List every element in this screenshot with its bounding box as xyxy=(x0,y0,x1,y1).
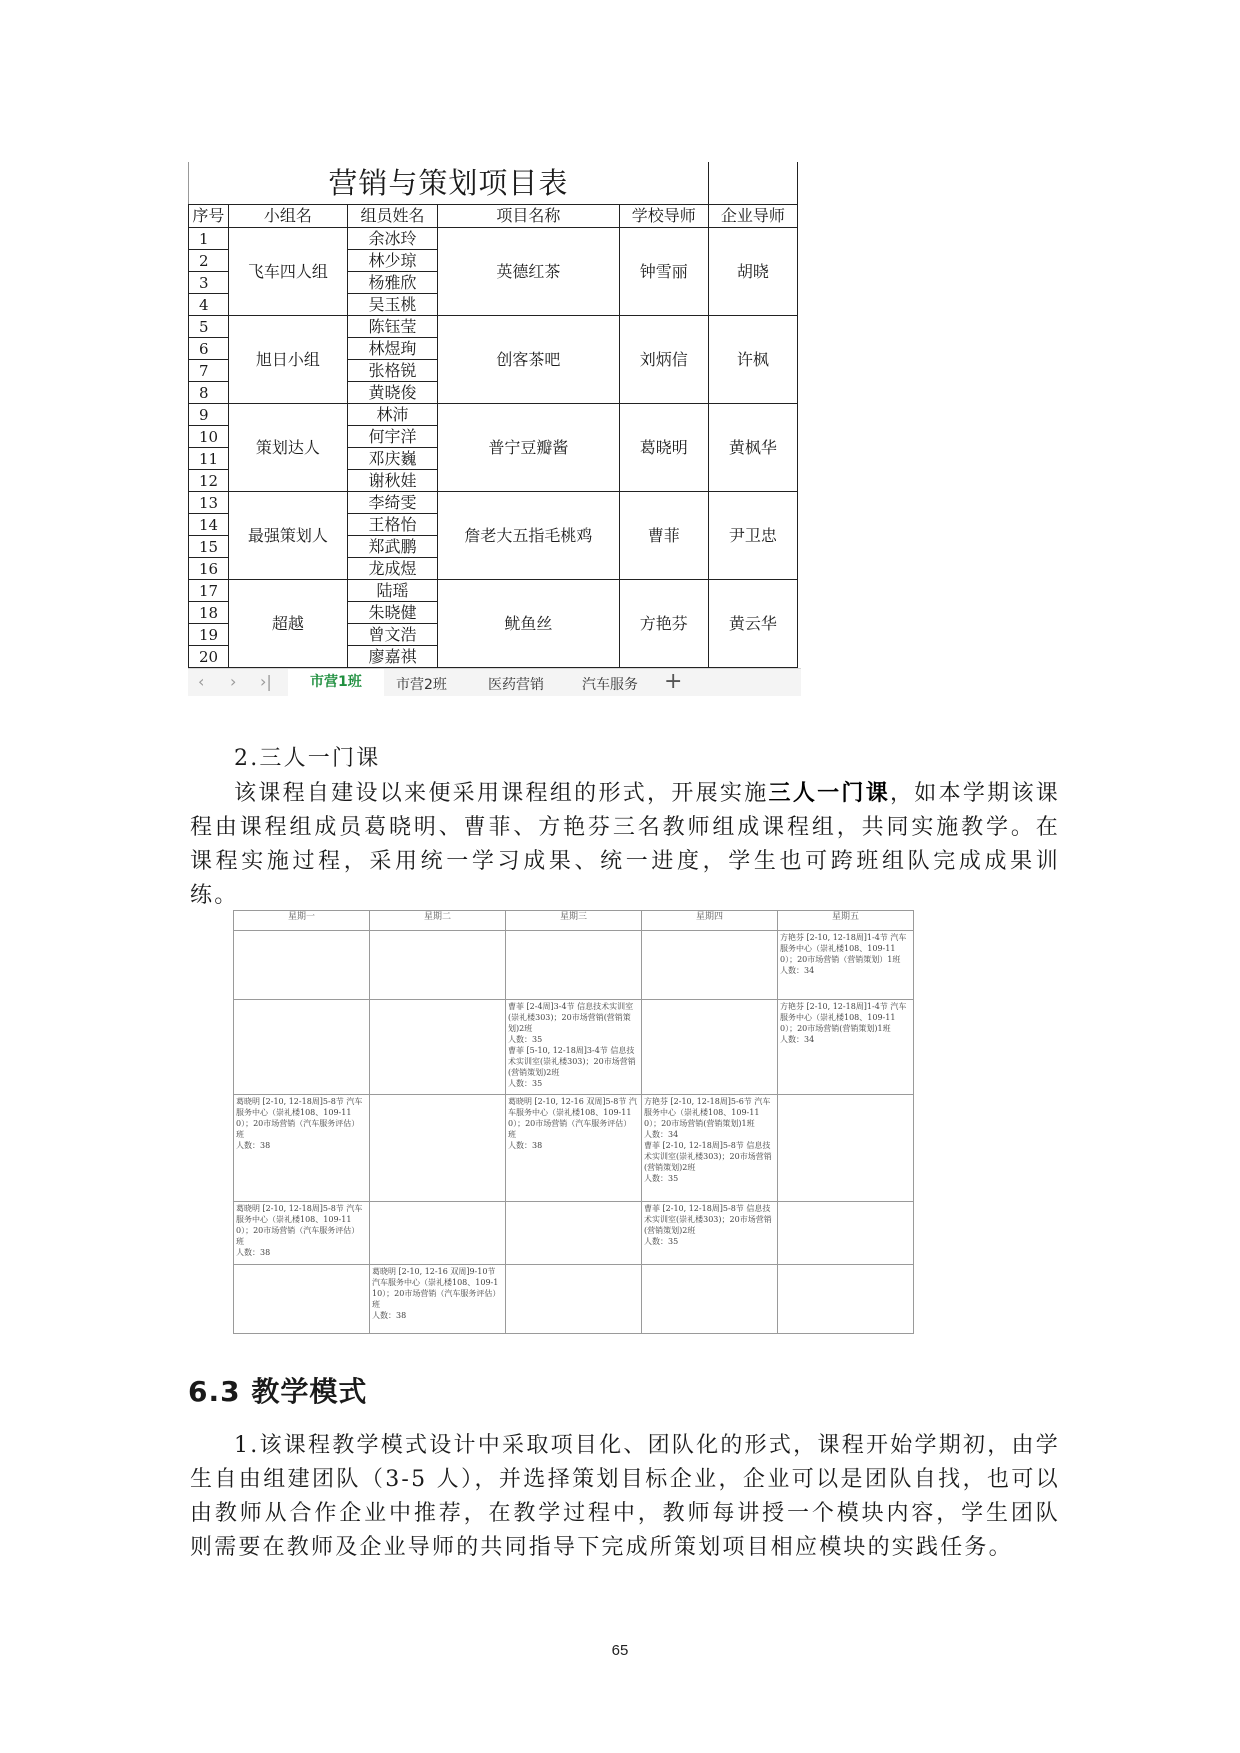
timetable-table xyxy=(233,910,914,1334)
group-name[interactable]: 最强策划人 xyxy=(228,492,347,580)
member-name[interactable]: 谢秋娃 xyxy=(347,470,437,492)
next-sheet-icon[interactable]: › xyxy=(230,672,237,691)
timetable-cell[interactable] xyxy=(506,1202,642,1265)
company-mentor[interactable]: 胡晓 xyxy=(708,228,797,316)
member-name[interactable]: 林少琼 xyxy=(347,250,437,272)
timetable-cell[interactable] xyxy=(778,1265,914,1334)
timetable-cell[interactable] xyxy=(234,1265,370,1334)
timetable-cell[interactable] xyxy=(370,1095,506,1202)
row-number[interactable]: 19 xyxy=(189,624,229,646)
add-sheet-icon[interactable]: + xyxy=(664,669,683,694)
member-name[interactable]: 陈钰莹 xyxy=(347,316,437,338)
member-name[interactable]: 吴玉桃 xyxy=(347,294,437,316)
bold-phrase: 三人一门课 xyxy=(768,780,891,806)
member-name[interactable]: 陆瑶 xyxy=(347,580,437,602)
row-number[interactable]: 15 xyxy=(189,536,229,558)
sheet-tab-4[interactable]: 汽车服务 xyxy=(582,677,638,693)
member-name[interactable]: 余冰玲 xyxy=(347,228,437,250)
timetable-cell[interactable]: 方艳芬 [2-10, 12-18周]1-4节 汽车服务中心（崇礼楼108、109-110）；20市场营销(营销策划)1班 人数：34 xyxy=(778,1000,914,1095)
timetable-cell[interactable] xyxy=(642,1000,778,1095)
member-name[interactable]: 张格锐 xyxy=(347,360,437,382)
timetable-cell[interactable] xyxy=(234,931,370,1000)
timetable-cell[interactable]: 曹菲 [2-10, 12-18周]5-8节 信息技术实训室(崇礼楼303)；20市场营销(营销策划)2班 人数：35 xyxy=(642,1202,778,1265)
section-heading-6-3: 6.3 教学模式 xyxy=(188,1375,368,1408)
member-name[interactable]: 王格怡 xyxy=(347,514,437,536)
day-header: 星期二 xyxy=(370,911,506,931)
member-name[interactable]: 李绮雯 xyxy=(347,492,437,514)
timetable-cell[interactable] xyxy=(506,1265,642,1334)
timetable-cell[interactable] xyxy=(370,1000,506,1095)
day-header: 星期一 xyxy=(234,911,370,931)
timetable-cell[interactable]: 方艳芬 [2-10, 12-18周]5-6节 汽车服务中心（崇礼楼108、109-110）；20市场营销(营销策划)1班 人数：34 曹菲 [2-10, 12-18周]5-8节 信息技术实训室(崇礼楼303)；20市场营销(营销策划)2班 人数：35 xyxy=(642,1095,778,1202)
member-name[interactable]: 龙成煜 xyxy=(347,558,437,580)
row-number[interactable]: 9 xyxy=(189,404,229,426)
row-number[interactable]: 7 xyxy=(189,360,229,382)
timetable-cell[interactable] xyxy=(778,1095,914,1202)
timetable-cell[interactable] xyxy=(370,931,506,1000)
row-number[interactable]: 4 xyxy=(189,294,229,316)
timetable-row xyxy=(234,931,914,1000)
row-number[interactable]: 2 xyxy=(189,250,229,272)
sheet-tab-2[interactable]: 市营2班 xyxy=(396,677,447,693)
company-mentor[interactable]: 尹卫忠 xyxy=(708,492,797,580)
row-number[interactable]: 6 xyxy=(189,338,229,360)
prev-sheet-icon[interactable]: ‹ xyxy=(198,672,205,691)
group-name[interactable]: 超越 xyxy=(228,580,347,668)
member-name[interactable]: 朱晓健 xyxy=(347,602,437,624)
row-number[interactable]: 20 xyxy=(189,646,229,668)
member-name[interactable]: 廖嘉祺 xyxy=(347,646,437,668)
timetable-cell[interactable] xyxy=(506,931,642,1000)
section-2-paragraph: 该课程自建设以来便采用课程组的形式，开展实施三人一门课，如本学期该课程由课程组成员葛晓明、曹菲、方艳芬三名教师组成课程组，共同实施教学。在课程实施过程，采用统一学习成果、统一进度，学生也可跨班组队完成成果训练。 xyxy=(190,780,1060,908)
day-header: 星期五 xyxy=(778,911,914,931)
timetable-cell[interactable]: 葛晓明 [2-10, 12-16 双周]5-8节 汽车服务中心（崇礼楼108、109-110）；20市场营销（汽车服务评估）班 人数：38 xyxy=(506,1095,642,1202)
column-header: 学校导师 xyxy=(619,205,708,228)
table-row xyxy=(189,580,798,602)
timetable-row xyxy=(234,1265,914,1334)
timetable-cell[interactable]: 葛晓明 [2-10, 12-18周]5-8节 汽车服务中心（崇礼楼108、109-110）；20市场营销（汽车服务评估）班 人数：38 xyxy=(234,1202,370,1265)
project-name[interactable]: 鱿鱼丝 xyxy=(438,580,620,668)
school-mentor[interactable]: 钟雪丽 xyxy=(619,228,708,316)
member-name[interactable]: 林沛 xyxy=(347,404,437,426)
member-name[interactable]: 杨雅欣 xyxy=(347,272,437,294)
member-name[interactable]: 黄晓俊 xyxy=(347,382,437,404)
timetable-cell[interactable]: 方艳芬 [2-10, 12-18周]1-4节 汽车服务中心（崇礼楼108、109-110）；20市场营销（营销策划）1班 人数：34 xyxy=(778,931,914,1000)
school-mentor[interactable]: 刘炳信 xyxy=(619,316,708,404)
column-header: 企业导师 xyxy=(708,205,797,228)
table-row xyxy=(189,492,798,514)
timetable-cell[interactable] xyxy=(642,931,778,1000)
table-row xyxy=(189,228,798,250)
row-number[interactable]: 8 xyxy=(189,382,229,404)
project-name[interactable]: 詹老大五指毛桃鸡 xyxy=(438,492,620,580)
member-name[interactable]: 林煜珣 xyxy=(347,338,437,360)
column-header: 小组名 xyxy=(228,205,347,228)
timetable-cell[interactable] xyxy=(778,1202,914,1265)
timetable-cell[interactable]: 曹菲 [2-4周]3-4节 信息技术实训室(崇礼楼303)；20市场营销(营销策划)2班 人数：35 曹菲 [5-10, 12-18周]3-4节 信息技术实训室(崇礼楼303)；20市场营销(营销策划)2班 人数：35 xyxy=(506,1000,642,1095)
table-row xyxy=(189,404,798,426)
timetable-row xyxy=(234,1202,914,1265)
column-header: 组员姓名 xyxy=(347,205,437,228)
company-mentor[interactable]: 黄云华 xyxy=(708,580,797,668)
member-name[interactable]: 何宇洋 xyxy=(347,426,437,448)
section-2-heading: 2.三人一门课 xyxy=(234,746,381,771)
timetable-cell[interactable] xyxy=(642,1265,778,1334)
school-mentor[interactable]: 曹菲 xyxy=(619,492,708,580)
sheet-tab-1[interactable]: 市营1班 xyxy=(288,669,384,696)
row-number[interactable]: 12 xyxy=(189,470,229,492)
row-number[interactable]: 1 xyxy=(189,228,229,250)
project-name[interactable]: 英德红茶 xyxy=(438,228,620,316)
row-number[interactable]: 16 xyxy=(189,558,229,580)
group-name[interactable]: 飞车四人组 xyxy=(228,228,347,316)
row-number[interactable]: 14 xyxy=(189,514,229,536)
timetable-row xyxy=(234,1095,914,1202)
row-number[interactable]: 3 xyxy=(189,272,229,294)
row-number[interactable]: 10 xyxy=(189,426,229,448)
sheet-tab-3[interactable]: 医药营销 xyxy=(488,677,544,693)
project-name[interactable]: 创客茶吧 xyxy=(438,316,620,404)
day-header: 星期四 xyxy=(642,911,778,931)
timetable-cell[interactable] xyxy=(234,1000,370,1095)
table-row xyxy=(189,316,798,338)
timetable-cell[interactable]: 葛晓明 [2-10, 12-18周]5-8节 汽车服务中心（崇礼楼108、109-110）；20市场营销（汽车服务评估）班 人数：38 xyxy=(234,1095,370,1202)
timetable-row xyxy=(234,1000,914,1095)
row-number[interactable]: 17 xyxy=(189,580,229,602)
row-number[interactable]: 5 xyxy=(189,316,229,338)
project-table xyxy=(188,162,798,668)
timetable-screenshot xyxy=(233,910,914,1320)
timetable-cell[interactable] xyxy=(370,1202,506,1265)
column-header: 项目名称 xyxy=(438,205,620,228)
member-name[interactable]: 曾文浩 xyxy=(347,624,437,646)
company-mentor[interactable]: 黄枫华 xyxy=(708,404,797,492)
sheet-title: 营销与策划项目表 xyxy=(189,162,709,205)
company-mentor[interactable]: 许枫 xyxy=(708,316,797,404)
row-number[interactable]: 13 xyxy=(189,492,229,514)
section-6-3-paragraph: 1.该课程教学模式设计中采取项目化、团队化的形式，课程开始学期初，由学生自由组建团队（3-5 人），并选择策划目标企业，企业可以是团队自找，也可以由教师从合作企业中推荐，在教学过程中，教师每讲授一个模块内容，学生团队则需要在教师及企业导师的共同指导下完成所策划项目相应模块的实践任务。 xyxy=(190,1433,1060,1560)
row-number[interactable]: 18 xyxy=(189,602,229,624)
page-number: 65 xyxy=(611,1642,629,1659)
group-name[interactable]: 策划达人 xyxy=(228,404,347,492)
member-name[interactable]: 郑武鹏 xyxy=(347,536,437,558)
project-sheet-screenshot xyxy=(188,162,801,696)
school-mentor[interactable]: 葛晓明 xyxy=(619,404,708,492)
timetable-cell[interactable]: 葛晓明 [2-10, 12-16 双周]9-10节 汽车服务中心（崇礼楼108、109-110）；20市场营销（汽车服务评估）班 人数：38 xyxy=(370,1265,506,1334)
last-sheet-icon[interactable]: ›| xyxy=(260,672,272,691)
column-header: 序号 xyxy=(189,205,229,228)
group-name[interactable]: 旭日小组 xyxy=(228,316,347,404)
project-name[interactable]: 普宁豆瓣酱 xyxy=(438,404,620,492)
school-mentor[interactable]: 方艳芬 xyxy=(619,580,708,668)
member-name[interactable]: 邓庆巍 xyxy=(347,448,437,470)
row-number[interactable]: 11 xyxy=(189,448,229,470)
sheet-tab-bar xyxy=(188,668,801,696)
sheet-title-blank xyxy=(708,162,797,205)
day-header: 星期三 xyxy=(506,911,642,931)
